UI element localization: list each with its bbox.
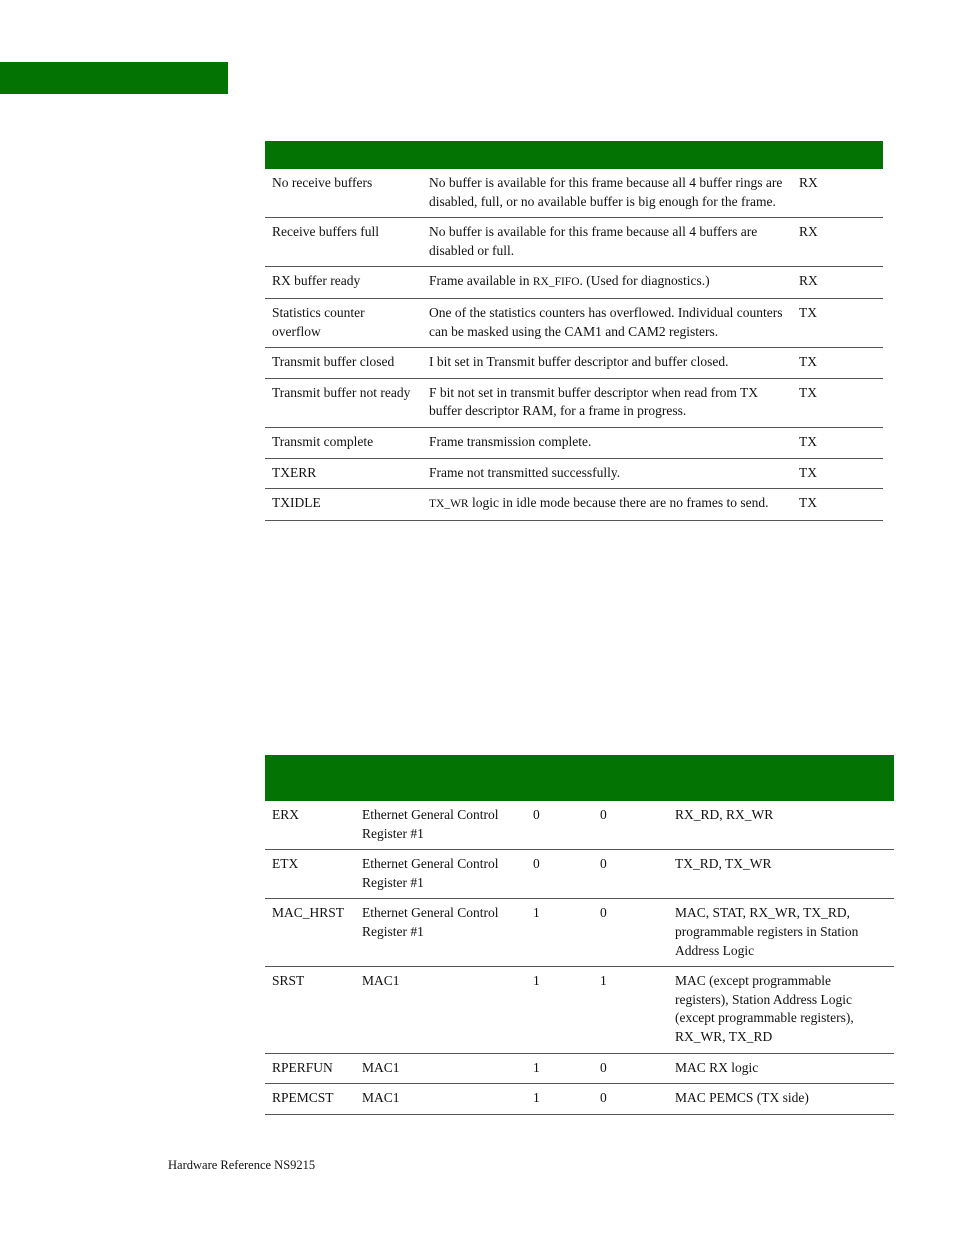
side-cell: RX — [792, 169, 883, 218]
register-cell: MAC1 — [355, 1084, 526, 1115]
description-cell: F bit not set in transmit buffer descriptor when read from TX buffer descriptor RAM, for a frame in progress. — [422, 378, 792, 427]
description-text: . (Used for diagnostics.) — [579, 273, 710, 289]
register-cell: Ethernet General Control Register #1 — [355, 899, 526, 967]
bit-cell: MAC_HRST — [265, 899, 355, 967]
table-row — [265, 1084, 894, 1115]
value-cell: 1 — [526, 1084, 593, 1115]
side-cell: TX — [792, 348, 883, 379]
value-cell: 1 — [526, 1053, 593, 1084]
table-row — [265, 801, 894, 850]
condition-cell: No receive buffers — [265, 169, 422, 218]
table-row — [265, 489, 883, 521]
side-cell: RX — [792, 267, 883, 299]
table-row — [265, 267, 883, 299]
condition-cell: Transmit buffer not ready — [265, 378, 422, 427]
table-row — [265, 899, 894, 967]
description-cell — [422, 267, 792, 299]
description-cell: One of the statistics counters has overflowed. Individual counters can be masked using the CAM1 and CAM2 registers. — [422, 298, 792, 347]
side-cell: TX — [792, 427, 883, 458]
description-text: Frame available in — [429, 273, 533, 289]
modules-cell: RX_RD, RX_WR — [668, 801, 894, 850]
interrupt-conditions-table — [265, 141, 883, 521]
register-cell: Ethernet General Control Register #1 — [355, 801, 526, 850]
description-cell: No buffer is available for this frame because all 4 buffer rings are disabled, full, or no available buffer is big enough for the frame. — [422, 169, 792, 218]
side-cell: TX — [792, 378, 883, 427]
table-row — [265, 1053, 894, 1084]
description-cell: Frame not transmitted successfully. — [422, 458, 792, 489]
table-row — [265, 850, 894, 899]
modules-cell: MAC PEMCS (TX side) — [668, 1084, 894, 1115]
value-cell: 0 — [593, 899, 668, 967]
table-row — [265, 378, 883, 427]
description-cell — [422, 489, 792, 521]
condition-cell: TXIDLE — [265, 489, 422, 521]
register-cell: MAC1 — [355, 1053, 526, 1084]
side-cell: TX — [792, 458, 883, 489]
table-header-row — [265, 755, 894, 801]
side-cell: RX — [792, 218, 883, 267]
table-row — [265, 218, 883, 267]
bit-cell: ERX — [265, 801, 355, 850]
value-cell: 0 — [593, 1053, 668, 1084]
table-header-cell — [265, 755, 894, 801]
chapter-header-bar — [0, 62, 228, 94]
modules-cell: MAC, STAT, RX_WR, TX_RD, programmable registers in Station Address Logic — [668, 899, 894, 967]
table-row — [265, 967, 894, 1053]
register-cell: Ethernet General Control Register #1 — [355, 850, 526, 899]
value-cell: 1 — [526, 899, 593, 967]
description-cell: Frame transmission complete. — [422, 427, 792, 458]
condition-cell: Statistics counter overflow — [265, 298, 422, 347]
modules-cell: MAC RX logic — [668, 1053, 894, 1084]
condition-cell: TXERR — [265, 458, 422, 489]
value-cell: 0 — [526, 850, 593, 899]
reset-bits-table — [265, 755, 894, 1115]
value-cell: 0 — [526, 801, 593, 850]
table-row — [265, 458, 883, 489]
table-row — [265, 298, 883, 347]
page-footer: Hardware Reference NS9215 — [168, 1158, 316, 1172]
description-cell: No buffer is available for this frame because all 4 buffers are disabled or full. — [422, 218, 792, 267]
modules-cell: TX_RD, TX_WR — [668, 850, 894, 899]
side-cell: TX — [792, 298, 883, 347]
table-header-cell — [265, 141, 883, 169]
condition-cell: RX buffer ready — [265, 267, 422, 299]
modules-cell: MAC (except programmable registers), Station Address Logic (except programmable registers), RX_WR, TX_RD — [668, 967, 894, 1053]
condition-cell: Transmit buffer closed — [265, 348, 422, 379]
description-cell: I bit set in Transmit buffer descriptor and buffer closed. — [422, 348, 792, 379]
signal-name: TX_WR — [429, 498, 469, 511]
side-cell: TX — [792, 489, 883, 521]
bit-cell: ETX — [265, 850, 355, 899]
condition-cell: Receive buffers full — [265, 218, 422, 267]
table-header-row — [265, 141, 883, 169]
value-cell: 0 — [593, 1084, 668, 1115]
value-cell: 0 — [593, 801, 668, 850]
register-cell: MAC1 — [355, 967, 526, 1053]
condition-cell: Transmit complete — [265, 427, 422, 458]
signal-name: RX_FIFO — [532, 276, 580, 289]
value-cell: 0 — [593, 850, 668, 899]
bit-cell: SRST — [265, 967, 355, 1053]
table-row — [265, 348, 883, 379]
bit-cell: RPERFUN — [265, 1053, 355, 1084]
table-row — [265, 169, 883, 218]
bit-cell: RPEMCST — [265, 1084, 355, 1115]
table-row — [265, 427, 883, 458]
value-cell: 1 — [593, 967, 668, 1053]
value-cell: 1 — [526, 967, 593, 1053]
description-text: logic in idle mode because there are no frames to send. — [468, 495, 769, 511]
